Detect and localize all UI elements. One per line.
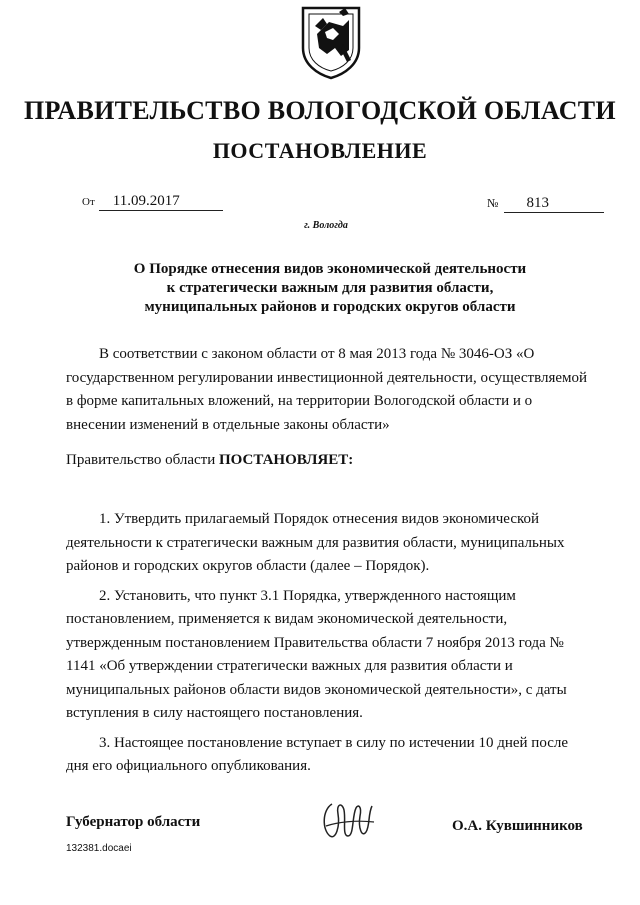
subject-line: к стратегически важным для развития области, xyxy=(166,280,494,296)
decree-item: 2. Установить, что пункт 3.1 Порядка, утвержденного настоящим постановлением, применяется к видам экономической деятельности, утвержденным постановлением Правительства области 7 ноября 2013 года № 1141 «Об утверждении стратегически важных для развития области и муниципальных районов области видов экономической деятельности», с даты вступления в силу настоящего постановления. xyxy=(66,587,567,721)
governor-name: О.А. Кувшинников xyxy=(452,818,583,834)
government-title: ПРАВИТЕЛЬСТВО ВОЛОГОДСКОЙ ОБЛАСТИ xyxy=(24,96,616,125)
date-value: 11.09.2017 xyxy=(99,193,223,211)
number-prefix: № xyxy=(487,196,499,210)
coat-of-arms-icon xyxy=(299,4,363,80)
preamble-paragraph: В соответствии с законом области от 8 мая 2013 года № 3046-ОЗ «О государственном регулировании инвестиционной деятельности, осуществляемой в форме капитальных вложений, на территории Вологодской области и о внесении изменений в отдельные законы области» xyxy=(66,346,588,433)
document-subject xyxy=(60,260,600,317)
decree-item: 1. Утвердить прилагаемый Порядок отнесения видов экономической деятельности к стратегически важным для развития области, муниципальных районов и городских округов области (далее – Порядок). xyxy=(66,511,565,574)
document-date xyxy=(82,193,223,211)
decree-line xyxy=(66,452,353,469)
decree-item: 3. Настоящее постановление вступает в силу по истечении 10 дней после дня его официального опубликования. xyxy=(66,734,568,774)
decree-items xyxy=(66,508,594,785)
governor-title: Губернатор области xyxy=(66,814,201,830)
signature-icon xyxy=(318,796,378,844)
date-prefix: От xyxy=(82,196,95,208)
number-value: 813 xyxy=(504,195,604,213)
decree-word: ПОСТАНОВЛЯЕТ: xyxy=(218,452,354,468)
document-number xyxy=(487,195,604,213)
decree-prefix: Правительство области xyxy=(66,452,216,468)
file-reference: 132381.docaei xyxy=(66,843,132,854)
city: г. Вологда xyxy=(304,220,348,231)
subject-line: О Порядке отнесения видов экономической деятельности xyxy=(133,261,527,277)
document-type: ПОСТАНОВЛЕНИЕ xyxy=(212,138,428,163)
subject-line: муниципальных районов и городских округов области xyxy=(144,299,516,315)
